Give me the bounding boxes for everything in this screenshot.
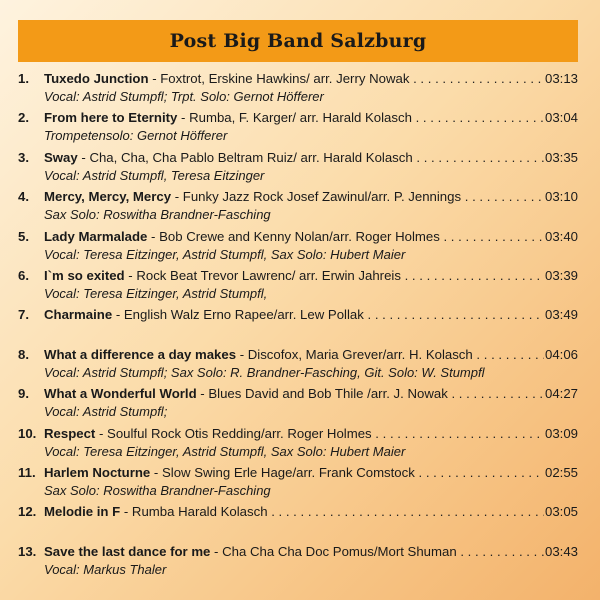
track-note: Vocal: Teresa Eitzinger, Astrid Stumpfl, Sax Solo: Hubert Maier xyxy=(44,443,406,459)
track-note: Vocal: Astrid Stumpfl; xyxy=(44,404,168,420)
track-line xyxy=(44,149,578,167)
track-number: 1. xyxy=(18,71,29,86)
track-main xyxy=(44,385,544,403)
track-line xyxy=(44,228,578,246)
track-description: - Slow Swing Erle Hage/arr. Frank Comstock xyxy=(150,464,415,480)
track-main xyxy=(44,346,544,364)
track-description: - Rumba Harald Kolasch xyxy=(120,504,268,520)
track-description: - English Walz Erno Rapee/arr. Lew Pollak xyxy=(112,307,364,323)
track-line xyxy=(44,543,578,561)
track-description: - Rumba, F. Karger/ arr. Harald Kolasch xyxy=(177,110,412,126)
track-duration: 04:06 xyxy=(544,346,578,362)
track-item-8 xyxy=(18,346,578,385)
track-note: Vocal: Teresa Eitzinger, Astrid Stumpfl, Sax Solo: Hubert Maier xyxy=(44,246,406,262)
track-note: Vocal: Teresa Eitzinger, Astrid Stumpfl, xyxy=(44,285,268,301)
track-duration: 03:09 xyxy=(544,425,578,441)
track-item-5 xyxy=(18,228,578,267)
track-line xyxy=(44,385,578,403)
track-description: - Rock Beat Trevor Lawrenc/ arr. Erwin Jahreis xyxy=(124,267,401,283)
track-line xyxy=(44,346,578,364)
track-item-4 xyxy=(18,188,578,227)
track-main xyxy=(44,425,544,443)
track-item-10 xyxy=(18,425,578,464)
track-number: 5. xyxy=(18,228,29,244)
track-duration: 02:55 xyxy=(544,464,578,480)
track-number: 2. xyxy=(18,110,29,126)
track-title: Respect xyxy=(44,425,96,441)
track-note: Trompetensolo: Gernot Höfferer xyxy=(44,128,228,144)
track-number: 10. xyxy=(18,425,37,441)
header-bar xyxy=(18,20,578,62)
track-line xyxy=(44,306,578,324)
track-item-2 xyxy=(18,109,578,148)
track-line xyxy=(44,70,578,88)
track-item-3 xyxy=(18,149,578,188)
track-main xyxy=(44,464,544,482)
track-note: Sax Solo: Roswitha Brandner-Fasching xyxy=(44,482,271,498)
track-title: Sway xyxy=(44,149,78,165)
page-title: Post Big Band Salzburg xyxy=(169,30,427,52)
track-line xyxy=(44,503,578,521)
track-line xyxy=(44,464,578,482)
track-line xyxy=(44,188,578,206)
track-title: What a difference a day makes xyxy=(44,346,237,362)
track-number: 9. xyxy=(18,386,29,402)
track-title: Harlem Nocturne xyxy=(44,464,151,480)
track-title: Tuxedo Junction xyxy=(44,71,149,86)
track-item-12 xyxy=(18,503,578,542)
track-line xyxy=(44,109,578,127)
track-description: - Soulful Rock Otis Redding/arr. Roger Holmes xyxy=(95,425,372,441)
track-description: - Cha Cha Cha Doc Pomus/Mort Shuman xyxy=(210,543,457,559)
track-number: 6. xyxy=(18,267,29,283)
track-item-7 xyxy=(18,306,578,345)
track-title: From here to Eternity xyxy=(44,110,178,126)
track-number: 8. xyxy=(18,346,29,362)
track-duration: 03:39 xyxy=(544,267,578,283)
tracklist xyxy=(18,70,578,582)
track-main xyxy=(44,543,544,561)
track-title: Charmaine xyxy=(44,307,113,323)
track-title: What a Wonderful World xyxy=(44,386,197,402)
track-note: Vocal: Astrid Stumpfl; Trpt. Solo: Gernot Höfferer xyxy=(44,89,324,104)
track-note: Vocal: Astrid Stumpfl; Sax Solo: R. Brandner-Fasching, Git. Solo: W. Stumpfl xyxy=(44,364,485,380)
track-note: Sax Solo: Roswitha Brandner-Fasching xyxy=(44,207,271,223)
track-title: I`m so exited xyxy=(44,267,125,283)
track-duration: 03:49 xyxy=(544,307,578,323)
track-item-1 xyxy=(18,70,578,109)
track-line xyxy=(44,425,578,443)
track-description: - Cha, Cha, Cha Pablo Beltram Ruiz/ arr. Harald Kolasch xyxy=(77,149,413,165)
track-item-9 xyxy=(18,385,578,424)
track-number: 4. xyxy=(18,189,29,205)
track-duration: 03:43 xyxy=(544,543,578,559)
track-number: 13. xyxy=(18,543,37,559)
track-duration: 04:27 xyxy=(544,386,578,402)
track-description: - Blues David and Bob Thile /arr. J. Nowak xyxy=(196,386,448,402)
track-duration: 03:35 xyxy=(544,149,578,165)
track-description: - Bob Crewe and Kenny Nolan/arr. Roger Holmes xyxy=(147,228,440,244)
track-main xyxy=(44,267,544,285)
track-duration: 03:10 xyxy=(544,189,578,205)
track-note: Vocal: Astrid Stumpfl, Teresa Eitzinger xyxy=(44,167,265,183)
track-main xyxy=(44,149,544,167)
track-title: Lady Marmalade xyxy=(44,228,148,244)
track-title: Save the last dance for me xyxy=(44,543,211,559)
track-duration: 03:05 xyxy=(544,504,578,520)
track-duration: 03:40 xyxy=(544,228,578,244)
track-description: - Discofox, Maria Grever/arr. H. Kolasch xyxy=(236,346,473,362)
track-duration: 03:13 xyxy=(544,71,578,86)
track-note: Vocal: Markus Thaler xyxy=(44,561,167,577)
track-main xyxy=(44,70,544,88)
track-description: - Foxtrot, Erskine Hawkins/ arr. Jerry Nowak xyxy=(148,71,410,86)
track-main xyxy=(44,109,544,127)
track-number: 12. xyxy=(18,504,37,520)
track-item-11 xyxy=(18,464,578,503)
track-main xyxy=(44,188,544,206)
track-description: - Funky Jazz Rock Josef Zawinul/arr. P. Jennings xyxy=(171,189,462,205)
track-number: 11. xyxy=(18,464,36,480)
track-main xyxy=(44,228,544,246)
track-title: Mercy, Mercy, Mercy xyxy=(44,189,172,205)
track-item-6 xyxy=(18,267,578,306)
track-main xyxy=(44,503,544,521)
track-title: Melodie in F xyxy=(44,504,121,520)
track-number: 7. xyxy=(18,307,29,323)
track-duration: 03:04 xyxy=(544,110,578,126)
track-line xyxy=(44,267,578,285)
track-number: 3. xyxy=(18,149,29,165)
track-item-13 xyxy=(18,543,578,582)
track-main xyxy=(44,306,544,324)
